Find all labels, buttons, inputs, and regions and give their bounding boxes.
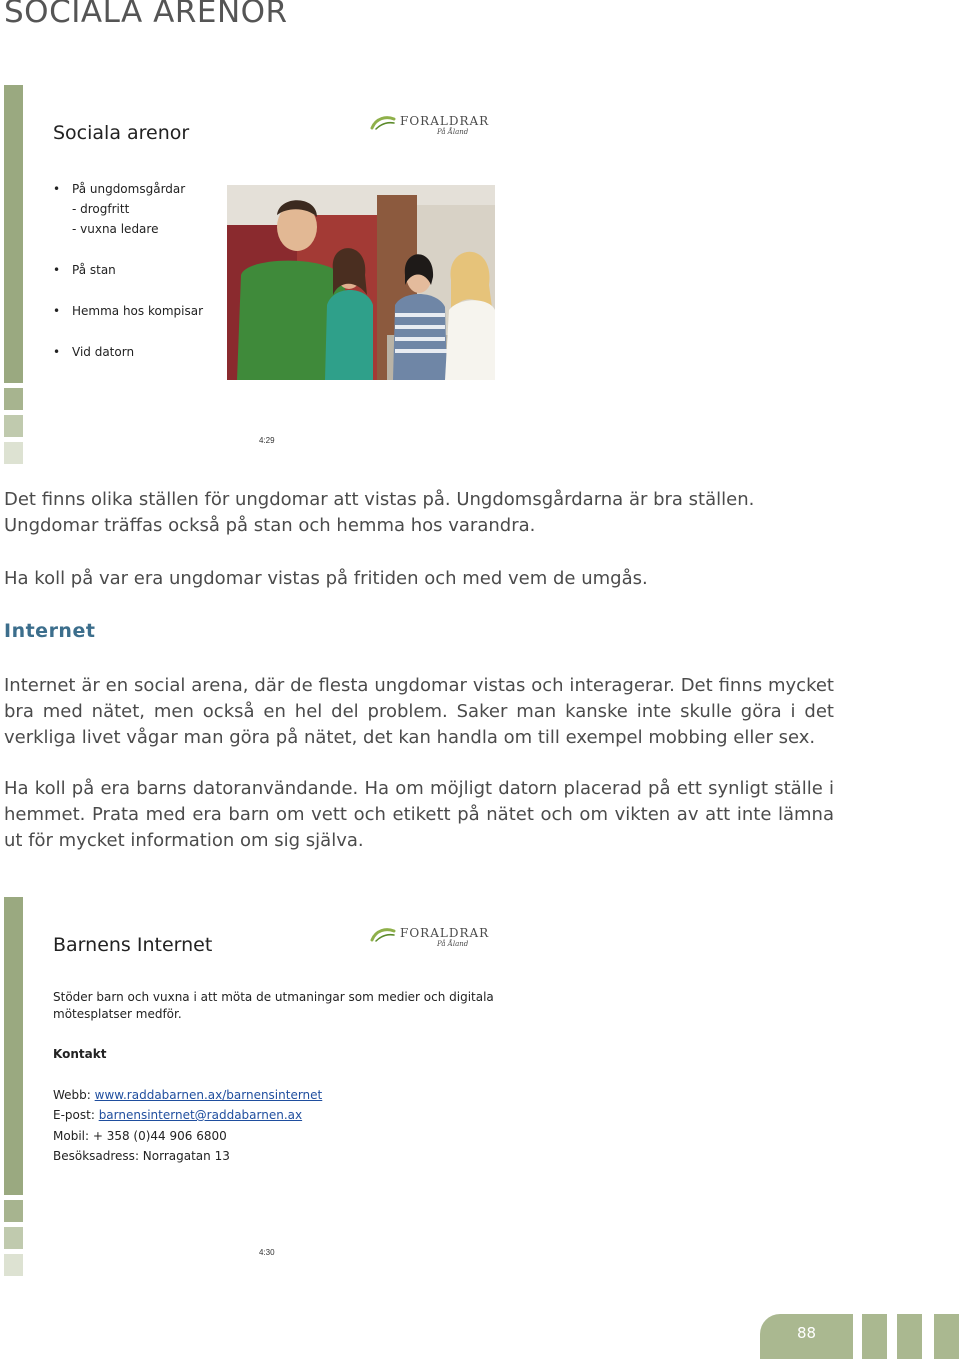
list-item <box>53 260 203 280</box>
foraldrar-logo <box>370 927 490 951</box>
slide-barnens-internet <box>4 897 524 1282</box>
contact-heading: Kontakt <box>53 1047 107 1061</box>
swoosh-icon <box>370 927 398 943</box>
teenagers-photo <box>227 185 495 380</box>
logo-wordmark: FORALDRAR <box>400 926 490 940</box>
section-heading-internet: Internet <box>4 620 96 642</box>
contact-web <box>53 1087 322 1104</box>
list-item-label: På stan <box>72 263 116 277</box>
page-number: 88 <box>796 1324 817 1342</box>
web-link[interactable]: www.raddabarnen.ax/barnensinternet <box>94 1088 323 1102</box>
web-label: Webb: <box>53 1088 95 1102</box>
slide-accent-bar <box>4 897 23 1195</box>
description-line: Stöder barn och vuxna i att möta de utmaningar som medier och digitala <box>53 990 494 1004</box>
footer-accent-square <box>897 1314 922 1359</box>
email-link[interactable]: barnensinternet@raddabarnen.ax <box>98 1108 303 1122</box>
slide-accent-square <box>4 1227 23 1249</box>
paragraph-internet: Internet är en social arena, där de flesta ungdomar vistas och interagerar. Det finns mycket bra med nätet, men också en hel del problem. Saker man kanske inte skulle göra i det verkliga livet vågar man göra på nätet, det kan handla om till exempel mobbing eller sex. <box>4 675 834 748</box>
slide-number: 4:30 <box>259 1248 275 1257</box>
slide-number: 4:29 <box>259 436 275 445</box>
list-item-label: Vid datorn <box>72 345 135 359</box>
slide-accent-square <box>4 442 23 464</box>
paragraph-ha-koll-fritid: Ha koll på var era ungdomar vistas på fritiden och med vem de umgås. <box>4 568 648 589</box>
slide-sociala-arenor <box>4 85 524 470</box>
list-item <box>53 342 203 362</box>
list-item-subline: - vuxna ledare <box>72 222 159 236</box>
slide-accent-square <box>4 388 23 410</box>
foraldrar-logo <box>370 115 490 139</box>
email-label: E-post: <box>53 1108 99 1122</box>
slide-accent-square <box>4 1254 23 1276</box>
slide-accent-square <box>4 415 23 437</box>
slide-accent-bar <box>4 85 23 383</box>
list-item <box>53 179 203 239</box>
list-item-label: Hemma hos kompisar <box>72 304 204 318</box>
bullet-icon: • <box>53 304 61 318</box>
page-heading: SOCIALA ARENOR <box>4 0 288 30</box>
bullet-icon: • <box>53 345 61 359</box>
paragraph-ungdomar: Det finns olika ställen för ungdomar att vistas på. Ungdomsgårdarna är bra ställen. Ungdomar träffas också på stan och hemma hos varandra. <box>4 489 755 536</box>
list-item <box>53 301 203 321</box>
slide-accent-square <box>4 1200 23 1222</box>
slide-title: Sociala arenor <box>53 122 190 144</box>
logo-tagline: På Åland <box>437 128 469 136</box>
logo-tagline: På Åland <box>437 940 469 948</box>
contact-email <box>53 1107 302 1124</box>
contact-address: Besöksadress: Norragatan 13 <box>53 1149 230 1163</box>
slide-title: Barnens Internet <box>53 934 213 956</box>
swoosh-icon <box>370 115 398 131</box>
footer-accent-square <box>862 1314 887 1359</box>
bullet-icon: • <box>53 263 61 277</box>
logo-wordmark: FORALDRAR <box>400 114 490 128</box>
description-line: mötesplatser medför. <box>53 1007 182 1021</box>
list-item-label: På ungdomsgårdar <box>72 182 186 196</box>
bullet-icon: • <box>53 182 61 196</box>
contact-phone: Mobil: + 358 (0)44 906 6800 <box>53 1129 227 1143</box>
bullet-list <box>53 179 203 362</box>
footer-accent-square <box>934 1314 959 1359</box>
paragraph-datoranvandande: Ha koll på era barns datoranvändande. Ha om möjligt datorn placerad på ett synligt ställe i hemmet. Prata med era barn om vett och etikett på nätet och om vikten av att inte lämna ut för mycket information om sig själva. <box>4 778 834 851</box>
list-item-subline: - drogfritt <box>72 202 130 216</box>
